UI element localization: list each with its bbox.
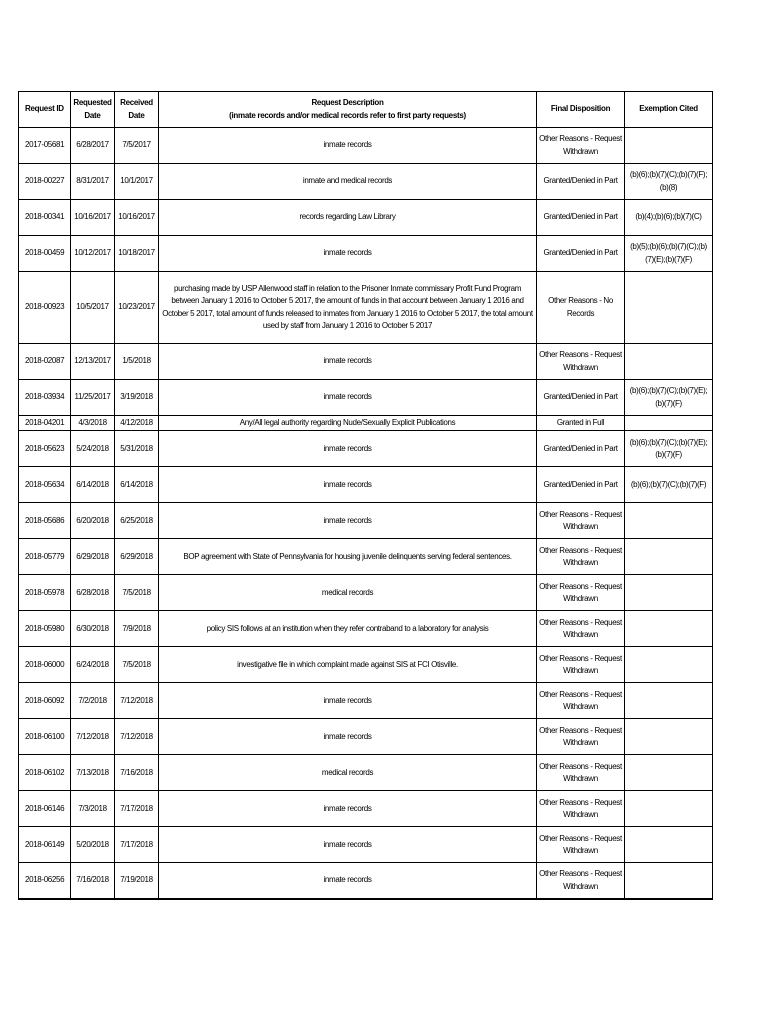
exemption-cell <box>625 647 713 683</box>
disposition-cell: Other Reasons - Request Withdrawn <box>537 647 625 683</box>
table-row <box>19 503 713 539</box>
exemption-cell <box>625 611 713 647</box>
header-description-line1: Request Description <box>311 98 384 108</box>
table-row <box>19 647 713 683</box>
table-row <box>19 611 713 647</box>
received-date-cell: 10/1/2017 <box>115 164 159 200</box>
description-cell: inmate records <box>159 467 537 503</box>
table-row <box>19 683 713 719</box>
exemption-cell <box>625 539 713 575</box>
description-cell: BOP agreement with State of Pennsylvania for housing juvenile delinquents serving federal sentences. <box>159 539 537 575</box>
exemption-cell: (b)(6);(b)(7)(C);(b)(7)(E);(b)(7)(F) <box>625 431 713 467</box>
description-cell: inmate records <box>159 380 537 416</box>
description-cell: inmate records <box>159 344 537 380</box>
table-row <box>19 791 713 827</box>
requested-date-cell: 7/2/2018 <box>71 683 115 719</box>
description-cell: inmate records <box>159 431 537 467</box>
description-cell: inmate records <box>159 827 537 863</box>
disposition-cell: Other Reasons - Request Withdrawn <box>537 611 625 647</box>
disposition-cell: Other Reasons - Request Withdrawn <box>537 683 625 719</box>
foia-request-table <box>18 91 713 900</box>
received-date-cell: 7/12/2018 <box>115 683 159 719</box>
requested-date-cell: 11/25/2017 <box>71 380 115 416</box>
exemption-cell <box>625 683 713 719</box>
disposition-cell: Granted/Denied in Part <box>537 380 625 416</box>
request-id-cell: 2018-06149 <box>19 827 71 863</box>
requested-date-cell: 6/28/2018 <box>71 575 115 611</box>
table-row <box>19 416 713 431</box>
table-row <box>19 236 713 272</box>
disposition-cell: Granted/Denied in Part <box>537 200 625 236</box>
received-date-cell: 7/17/2018 <box>115 791 159 827</box>
received-date-cell: 7/5/2017 <box>115 128 159 164</box>
description-cell: inmate records <box>159 863 537 899</box>
received-date-cell: 7/17/2018 <box>115 827 159 863</box>
exemption-cell <box>625 863 713 899</box>
description-cell: medical records <box>159 755 537 791</box>
request-id-cell: 2018-03934 <box>19 380 71 416</box>
header-request-id: Request ID <box>19 92 71 128</box>
requested-date-cell: 10/12/2017 <box>71 236 115 272</box>
request-id-cell: 2018-04201 <box>19 416 71 431</box>
request-id-cell: 2018-00459 <box>19 236 71 272</box>
received-date-cell: 7/12/2018 <box>115 719 159 755</box>
disposition-cell: Other Reasons - Request Withdrawn <box>537 755 625 791</box>
header-final-disposition: Final Disposition <box>537 92 625 128</box>
requested-date-cell: 4/3/2018 <box>71 416 115 431</box>
table-row <box>19 380 713 416</box>
requested-date-cell: 10/16/2017 <box>71 200 115 236</box>
disposition-cell: Other Reasons - Request Withdrawn <box>537 344 625 380</box>
request-id-cell: 2017-05681 <box>19 128 71 164</box>
table-row <box>19 539 713 575</box>
exemption-cell <box>625 416 713 431</box>
description-cell: investigative file in which complaint made against SIS at FCI Otisville. <box>159 647 537 683</box>
disposition-cell: Other Reasons - No Records <box>537 272 625 344</box>
disposition-cell: Other Reasons - Request Withdrawn <box>537 863 625 899</box>
request-id-cell: 2018-05623 <box>19 431 71 467</box>
header-description-line2: (inmate records and/or medical records refer to first party requests) <box>229 110 466 120</box>
header-received-line1: Received <box>120 98 153 108</box>
request-id-cell: 2018-00227 <box>19 164 71 200</box>
received-date-cell: 7/16/2018 <box>115 755 159 791</box>
disposition-cell: Granted in Full <box>537 416 625 431</box>
disposition-cell: Other Reasons - Request Withdrawn <box>537 719 625 755</box>
table-row <box>19 344 713 380</box>
foia-log-sheet <box>18 91 712 900</box>
received-date-cell: 7/9/2018 <box>115 611 159 647</box>
disposition-cell: Other Reasons - Request Withdrawn <box>537 791 625 827</box>
exemption-cell: (b)(6);(b)(7)(C);(b)(7)(F);(b)(8) <box>625 164 713 200</box>
exemption-cell <box>625 791 713 827</box>
description-cell: inmate records <box>159 719 537 755</box>
description-cell: inmate records <box>159 683 537 719</box>
description-cell: records regarding Law Library <box>159 200 537 236</box>
requested-date-cell: 8/31/2017 <box>71 164 115 200</box>
disposition-cell: Other Reasons - Request Withdrawn <box>537 827 625 863</box>
requested-date-cell: 7/3/2018 <box>71 791 115 827</box>
table-row <box>19 272 713 344</box>
description-cell: purchasing made by USP Allenwood staff in relation to the Prisoner Inmate commissary Profit Fund Program between January 1 2016 to October 5 2017, the amount of funds in that account between January 1 2016 and October 5 2017, total amount of funds released to inmates from January 1 2016 to October 5 2017, the total amount used by staff from January 1 2016 to October 5 2017 <box>159 272 537 344</box>
received-date-cell: 4/12/2018 <box>115 416 159 431</box>
description-cell: Any/All legal authority regarding Nude/Sexually Explicit Publications <box>159 416 537 431</box>
header-request-description <box>159 92 537 128</box>
requested-date-cell: 6/30/2018 <box>71 611 115 647</box>
exemption-cell: (b)(6);(b)(7)(C);(b)(7)(F) <box>625 467 713 503</box>
requested-date-cell: 6/24/2018 <box>71 647 115 683</box>
received-date-cell: 10/18/2017 <box>115 236 159 272</box>
request-id-cell: 2018-06256 <box>19 863 71 899</box>
description-cell: policy SIS follows at an institution when they refer contraband to a laboratory for analysis <box>159 611 537 647</box>
header-requested-line1: Requested <box>73 98 112 108</box>
header-exemption-cited: Exemption Cited <box>625 92 713 128</box>
request-id-cell: 2018-05978 <box>19 575 71 611</box>
header-requested-line2: Date <box>84 110 101 120</box>
disposition-cell: Granted/Denied in Part <box>537 236 625 272</box>
table-row <box>19 755 713 791</box>
request-id-cell: 2018-02087 <box>19 344 71 380</box>
request-id-cell: 2018-06092 <box>19 683 71 719</box>
requested-date-cell: 7/12/2018 <box>71 719 115 755</box>
exemption-cell <box>625 503 713 539</box>
request-id-cell: 2018-05686 <box>19 503 71 539</box>
request-id-cell: 2018-06102 <box>19 755 71 791</box>
table-row <box>19 863 713 899</box>
disposition-cell: Granted/Denied in Part <box>537 467 625 503</box>
table-row <box>19 431 713 467</box>
request-id-cell: 2018-05779 <box>19 539 71 575</box>
description-cell: medical records <box>159 575 537 611</box>
table-row <box>19 164 713 200</box>
requested-date-cell: 12/13/2017 <box>71 344 115 380</box>
disposition-cell: Granted/Denied in Part <box>537 164 625 200</box>
received-date-cell: 6/29/2018 <box>115 539 159 575</box>
exemption-cell <box>625 827 713 863</box>
requested-date-cell: 6/28/2017 <box>71 128 115 164</box>
exemption-cell <box>625 719 713 755</box>
table-row <box>19 467 713 503</box>
description-cell: inmate records <box>159 503 537 539</box>
request-id-cell: 2018-06100 <box>19 719 71 755</box>
request-id-cell: 2018-00341 <box>19 200 71 236</box>
description-cell: inmate records <box>159 236 537 272</box>
table-row <box>19 719 713 755</box>
request-id-cell: 2018-05634 <box>19 467 71 503</box>
header-received-line2: Date <box>128 110 145 120</box>
received-date-cell: 7/5/2018 <box>115 575 159 611</box>
received-date-cell: 10/23/2017 <box>115 272 159 344</box>
requested-date-cell: 10/5/2017 <box>71 272 115 344</box>
received-date-cell: 3/19/2018 <box>115 380 159 416</box>
table-row <box>19 128 713 164</box>
received-date-cell: 7/5/2018 <box>115 647 159 683</box>
exemption-cell <box>625 755 713 791</box>
exemption-cell <box>625 272 713 344</box>
table-row <box>19 200 713 236</box>
requested-date-cell: 6/29/2018 <box>71 539 115 575</box>
description-cell: inmate and medical records <box>159 164 537 200</box>
table-row <box>19 575 713 611</box>
received-date-cell: 1/5/2018 <box>115 344 159 380</box>
exemption-cell <box>625 344 713 380</box>
exemption-cell: (b)(5);(b)(6);(b)(7)(C);(b)(7)(E);(b)(7)(F) <box>625 236 713 272</box>
requested-date-cell: 6/14/2018 <box>71 467 115 503</box>
requested-date-cell: 7/16/2018 <box>71 863 115 899</box>
header-requested-date <box>71 92 115 128</box>
description-cell: inmate records <box>159 128 537 164</box>
exemption-cell <box>625 575 713 611</box>
received-date-cell: 6/14/2018 <box>115 467 159 503</box>
request-id-cell: 2018-06000 <box>19 647 71 683</box>
requested-date-cell: 6/20/2018 <box>71 503 115 539</box>
received-date-cell: 5/31/2018 <box>115 431 159 467</box>
requested-date-cell: 5/20/2018 <box>71 827 115 863</box>
exemption-cell: (b)(4);(b)(6);(b)(7)(C) <box>625 200 713 236</box>
requested-date-cell: 7/13/2018 <box>71 755 115 791</box>
disposition-cell: Other Reasons - Request Withdrawn <box>537 539 625 575</box>
received-date-cell: 10/16/2017 <box>115 200 159 236</box>
header-received-date <box>115 92 159 128</box>
exemption-cell <box>625 128 713 164</box>
request-id-cell: 2018-05980 <box>19 611 71 647</box>
table-row <box>19 827 713 863</box>
disposition-cell: Granted/Denied in Part <box>537 431 625 467</box>
disposition-cell: Other Reasons - Request Withdrawn <box>537 128 625 164</box>
disposition-cell: Other Reasons - Request Withdrawn <box>537 575 625 611</box>
requested-date-cell: 5/24/2018 <box>71 431 115 467</box>
table-body <box>19 128 713 899</box>
received-date-cell: 6/25/2018 <box>115 503 159 539</box>
exemption-cell: (b)(6);(b)(7)(C);(b)(7)(E);(b)(7)(F) <box>625 380 713 416</box>
description-cell: inmate records <box>159 791 537 827</box>
request-id-cell: 2018-06146 <box>19 791 71 827</box>
disposition-cell: Other Reasons - Request Withdrawn <box>537 503 625 539</box>
request-id-cell: 2018-00923 <box>19 272 71 344</box>
table-header-row <box>19 92 713 128</box>
received-date-cell: 7/19/2018 <box>115 863 159 899</box>
